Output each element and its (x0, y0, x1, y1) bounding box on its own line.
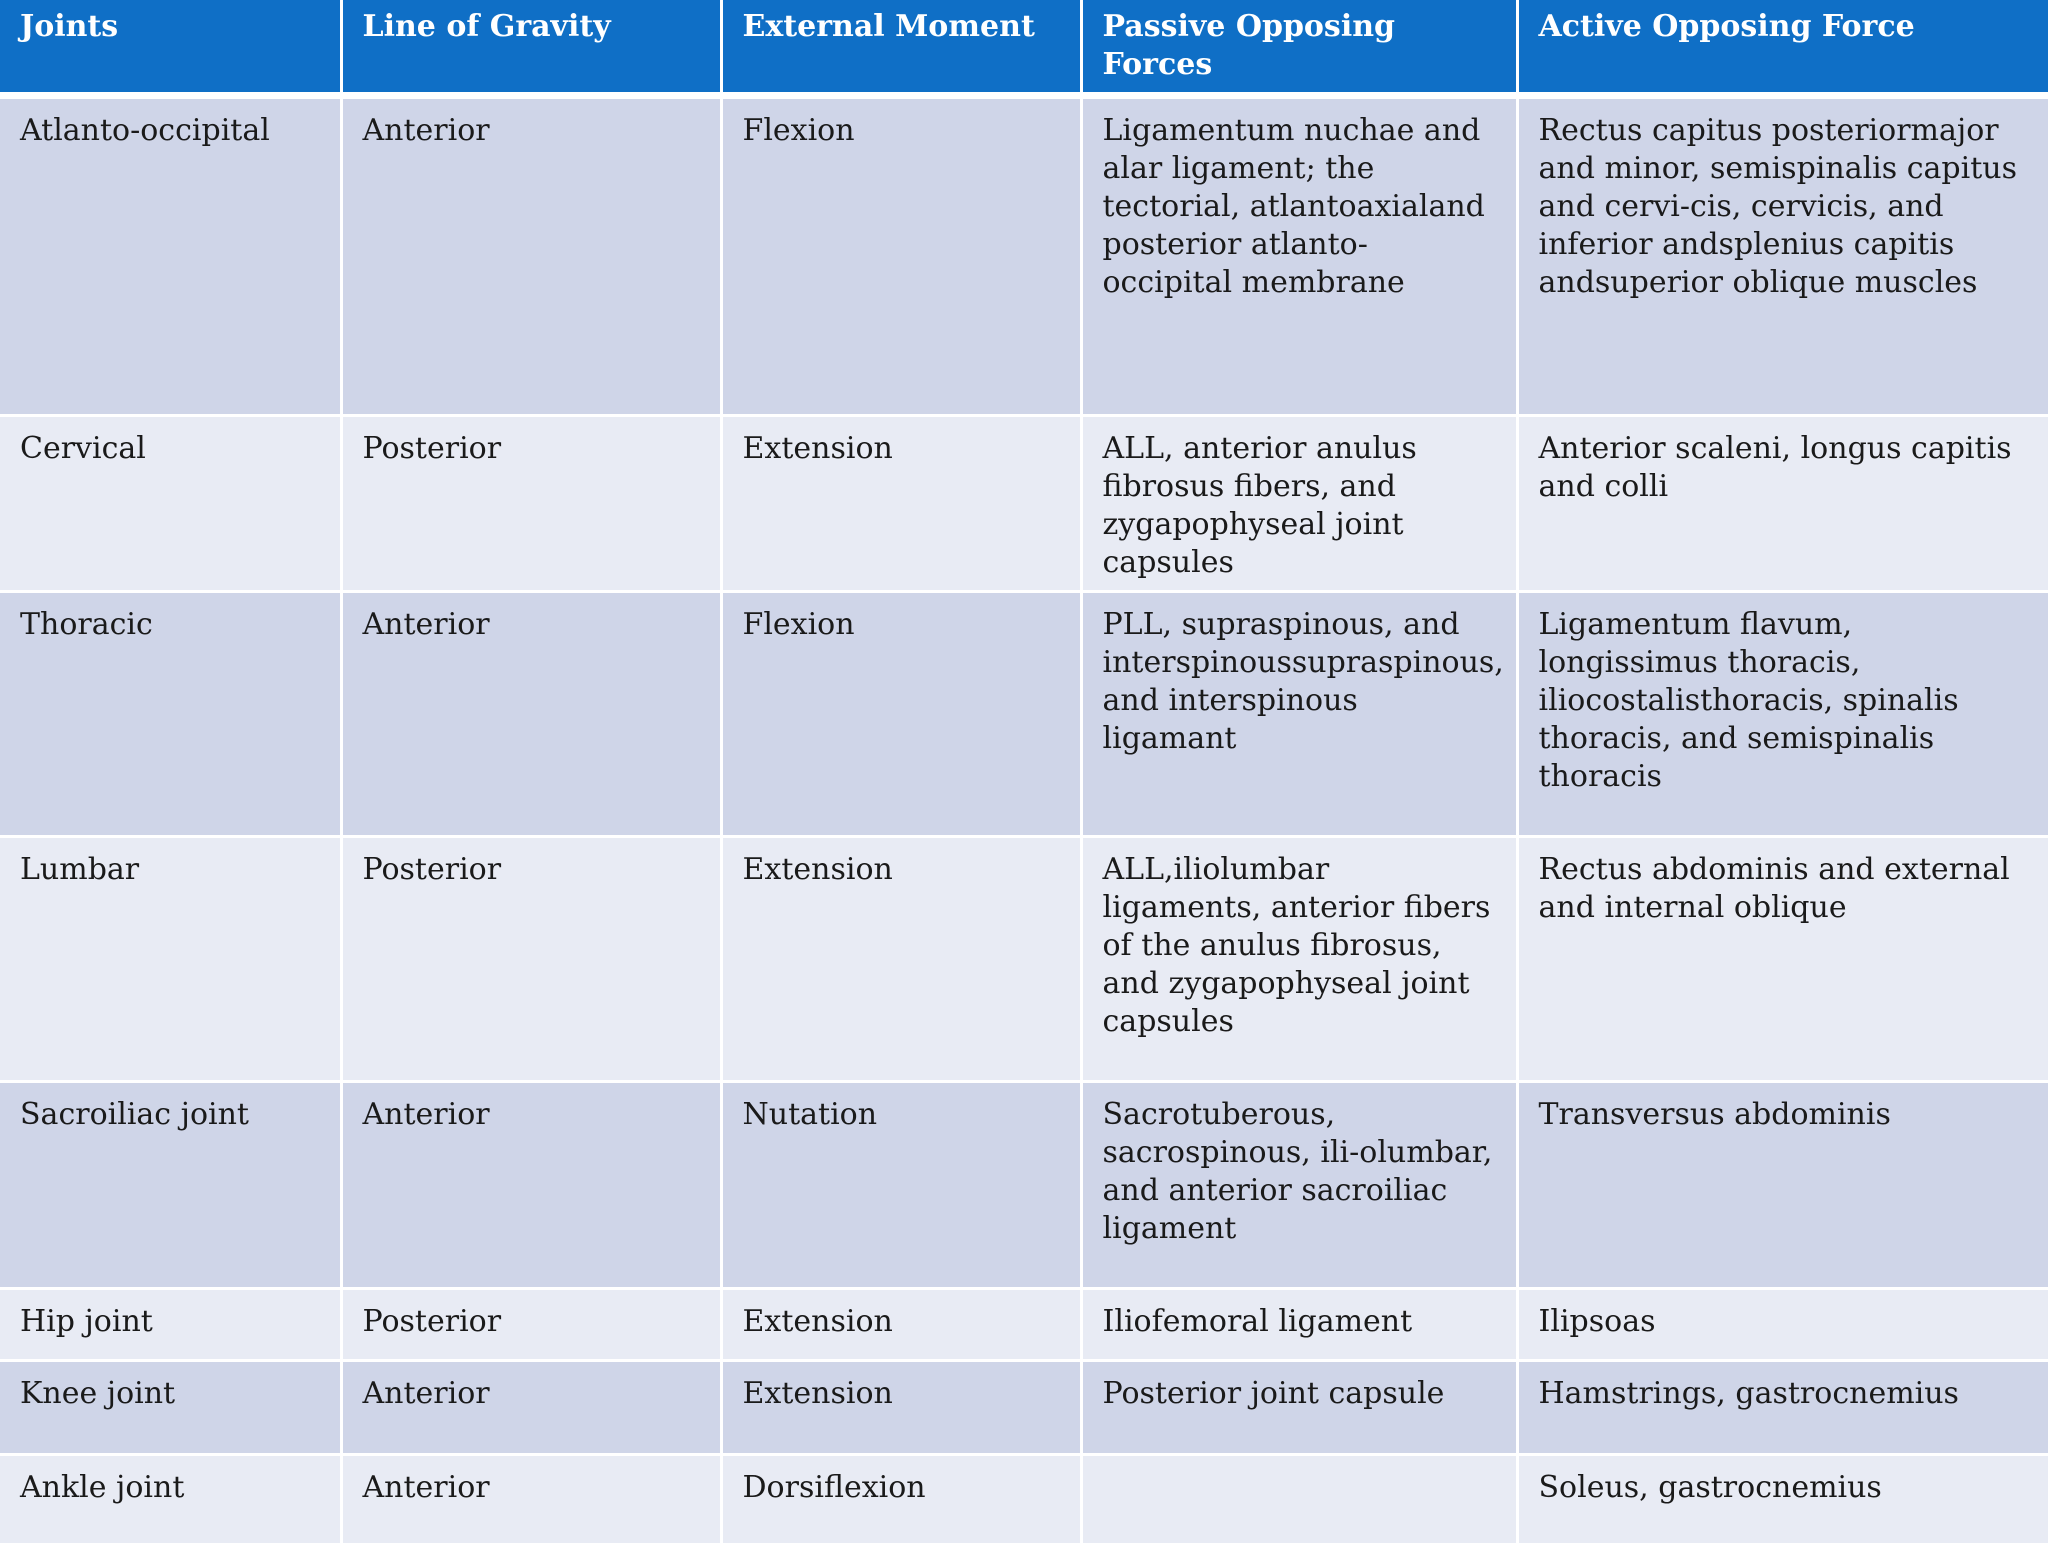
cell-active-force: Transversus abdominis (1517, 1082, 2048, 1289)
cell-joint: Cervical (0, 416, 341, 592)
cell-passive-forces: Sacrotuberous, sacrospinous, ili-olumbar, and anterior sacroiliac ligament (1081, 1082, 1517, 1289)
header-row (0, 0, 2048, 96)
cell-passive-forces: ALL, anterior anulus fibrosus fibers, and zygapophyseal joint capsules (1081, 416, 1517, 592)
cell-joint: Lumbar (0, 837, 341, 1082)
cell-joint: Atlanto-occipital (0, 96, 341, 416)
cell-joint: Sacroiliac joint (0, 1082, 341, 1289)
cell-active-force: Rectus capitus posteriormajor and minor, semispinalis capitus and cervi-cis, cervicis, and inferior andsplenius capitis andsuperior oblique muscles (1517, 96, 2048, 416)
cell-line-of-gravity: Anterior (341, 1082, 721, 1289)
cell-line-of-gravity: Anterior (341, 592, 721, 837)
cell-joint: Hip joint (0, 1289, 341, 1361)
cell-active-force: Anterior scaleni, longus capitis and colli (1517, 416, 2048, 592)
cell-passive-forces: Iliofemoral ligament (1081, 1289, 1517, 1361)
cell-joint: Ankle joint (0, 1455, 341, 1545)
header-line-of-gravity: Line of Gravity (341, 0, 721, 96)
header-joints: Joints (0, 0, 341, 96)
cell-passive-forces: Posterior joint capsule (1081, 1361, 1517, 1455)
cell-line-of-gravity: Anterior (341, 1455, 721, 1545)
table-body (0, 96, 2048, 1545)
cell-active-force: Soleus, gastrocnemius (1517, 1455, 2048, 1545)
table-row (0, 416, 2048, 592)
cell-external-moment: Flexion (721, 592, 1081, 837)
header-passive-opposing-forces: Passive Opposing Forces (1081, 0, 1517, 96)
header-active-opposing-force: Active Opposing Force (1517, 0, 2048, 96)
cell-line-of-gravity: Anterior (341, 1361, 721, 1455)
cell-external-moment: Dorsiflexion (721, 1455, 1081, 1545)
cell-active-force: Ligamentum flavum, longissimus thoracis, iliocostalisthoracis, spinalis thoracis, and semispinalis thoracis (1517, 592, 2048, 837)
cell-external-moment: Extension (721, 416, 1081, 592)
cell-joint: Knee joint (0, 1361, 341, 1455)
cell-passive-forces: ALL,iliolumbar ligaments, anterior fibers of the anulus fibrosus, and zygapophyseal joint capsules (1081, 837, 1517, 1082)
table-row (0, 837, 2048, 1082)
cell-external-moment: Extension (721, 1361, 1081, 1455)
cell-passive-forces: PLL, supraspinous, and interspinoussupraspinous, and interspinous ligamant (1081, 592, 1517, 837)
cell-line-of-gravity: Anterior (341, 96, 721, 416)
cell-active-force: Ilipsoas (1517, 1289, 2048, 1361)
cell-passive-forces: Ligamentum nuchae and alar ligament; the tectorial, atlantoaxialand posterior atlanto-occipital membrane (1081, 96, 1517, 416)
table-row (0, 96, 2048, 416)
cell-external-moment: Flexion (721, 96, 1081, 416)
cell-line-of-gravity: Posterior (341, 837, 721, 1082)
cell-line-of-gravity: Posterior (341, 1289, 721, 1361)
table-row (0, 592, 2048, 837)
table-header (0, 0, 2048, 96)
cell-passive-forces (1081, 1455, 1517, 1545)
table-row (0, 1289, 2048, 1361)
cell-joint: Thoracic (0, 592, 341, 837)
cell-active-force: Hamstrings, gastrocnemius (1517, 1361, 2048, 1455)
cell-external-moment: Extension (721, 837, 1081, 1082)
cell-external-moment: Nutation (721, 1082, 1081, 1289)
cell-external-moment: Extension (721, 1289, 1081, 1361)
table-row (0, 1455, 2048, 1545)
table-row (0, 1361, 2048, 1455)
table-row (0, 1082, 2048, 1289)
header-external-moment: External Moment (721, 0, 1081, 96)
cell-active-force: Rectus abdominis and external and internal oblique (1517, 837, 2048, 1082)
cell-line-of-gravity: Posterior (341, 416, 721, 592)
